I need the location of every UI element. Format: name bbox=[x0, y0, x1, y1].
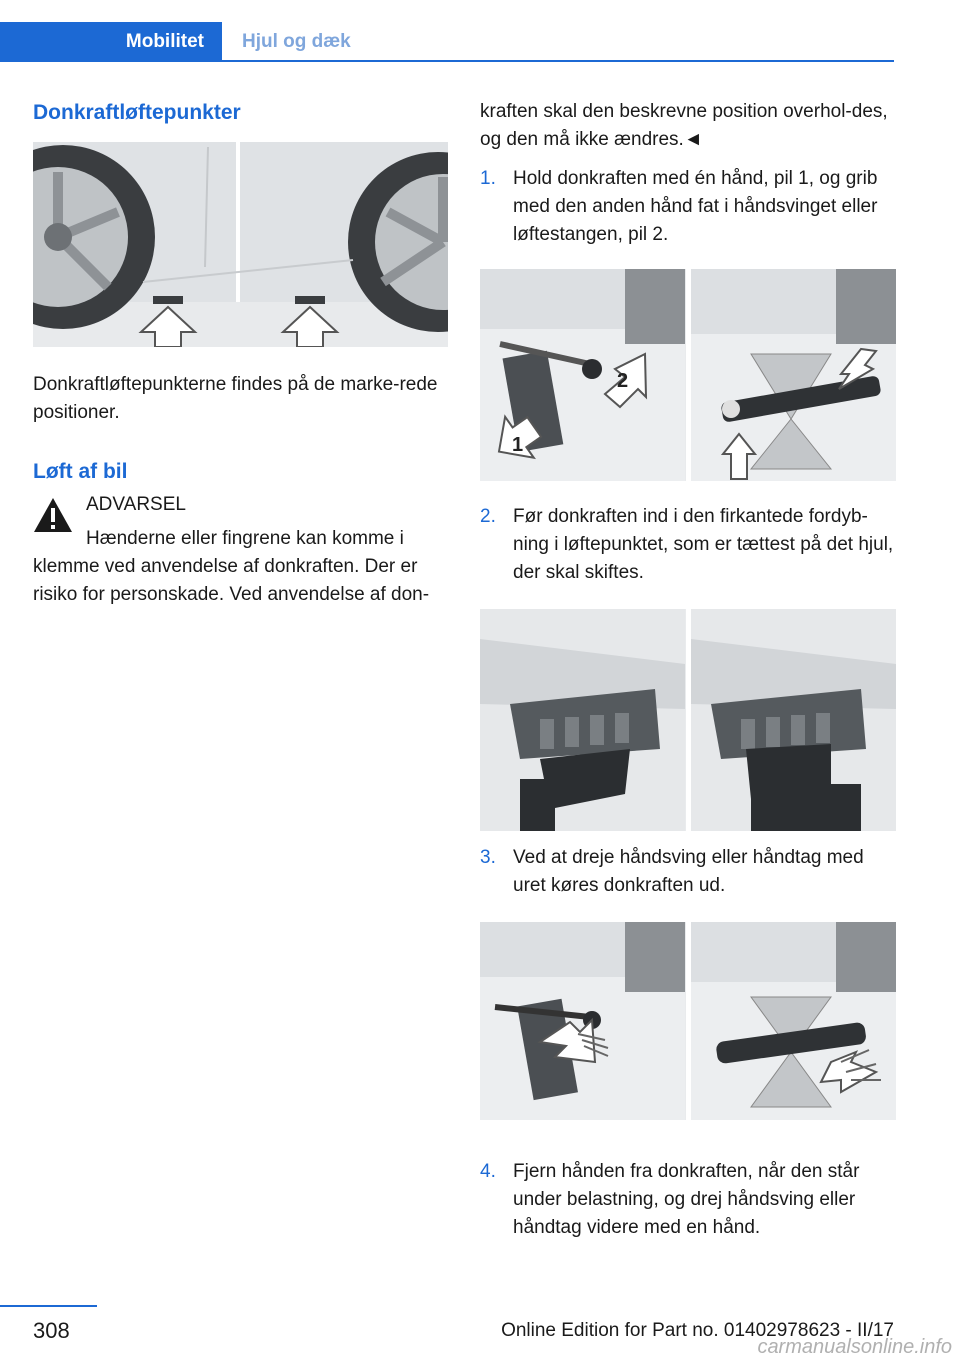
arrow-label-2: 2 bbox=[617, 370, 629, 392]
step-1-figures bbox=[480, 269, 896, 481]
header-rule bbox=[222, 60, 894, 62]
step-number: 1. bbox=[480, 168, 496, 189]
step-3 bbox=[480, 844, 896, 900]
step-2 bbox=[480, 503, 896, 587]
warning-triangle-icon bbox=[33, 497, 73, 533]
arrow-label-1: 1 bbox=[512, 434, 524, 456]
step-text: Før donkraften ind i den firkantede fordyb-ning i løftepunktet, som er tættest på det hjul, der skal skiftes. bbox=[513, 506, 894, 583]
left-column bbox=[33, 98, 448, 609]
step-text: Fjern hånden fra donkraften, når den står under belastning, og drej håndsving eller håndtag videre med en hånd. bbox=[513, 1161, 860, 1238]
step-number: 4. bbox=[480, 1161, 496, 1182]
crank-jack-figure bbox=[480, 922, 686, 1120]
step-number: 3. bbox=[480, 847, 496, 868]
step-text: Ved at dreje håndsving eller håndtag med uret køres donkraften ud. bbox=[513, 847, 864, 896]
right-column bbox=[480, 98, 896, 1242]
warning-block bbox=[33, 491, 448, 609]
header-tab-hjul bbox=[222, 22, 382, 62]
edition-text: Online Edition for Part no. 01402978623 - II/17 bbox=[501, 1320, 894, 1341]
insert-jack-figure bbox=[480, 609, 686, 831]
page-number: 308 bbox=[33, 1318, 70, 1343]
subsection-heading: Løft af bil bbox=[33, 460, 128, 483]
hold-jack-figure-alt bbox=[691, 269, 897, 481]
warning-continued: kraften skal den beskrevne position overhol-des, og den må ikke ændres.◄ bbox=[480, 101, 888, 150]
figure-caption: Donkraftløftepunkterne findes på de marke-rede positioner. bbox=[33, 374, 438, 423]
header-subsection: Hjul og dæk bbox=[242, 31, 351, 52]
warning-title: ADVARSEL bbox=[86, 494, 186, 515]
crank-jack-figure-alt bbox=[691, 922, 897, 1120]
header-tab-mobilitet bbox=[0, 22, 222, 62]
header-section: Mobilitet bbox=[125, 31, 204, 52]
warning-text: Hænderne eller fingrene kan komme i klemme ved anvendelse af donkraften. Der er risiko for personskade. Ved anvendelse af don- bbox=[33, 528, 430, 605]
footer-rule bbox=[0, 1305, 97, 1307]
jacking-points-figure bbox=[33, 142, 448, 347]
insert-jack-figure-alt bbox=[691, 609, 897, 831]
section-heading: Donkraftløftepunkter bbox=[33, 101, 241, 124]
step-text: Hold donkraften med én hånd, pil 1, og grib med den anden hånd fat i håndsvinget eller løftestangen, pil 2. bbox=[513, 168, 878, 245]
hold-jack-figure bbox=[480, 269, 686, 481]
step-1 bbox=[480, 165, 896, 249]
step-4 bbox=[480, 1158, 896, 1242]
step-3-figures bbox=[480, 922, 896, 1120]
watermark: carmanualsonline.info bbox=[757, 1336, 952, 1358]
step-number: 2. bbox=[480, 506, 496, 527]
step-2-figures bbox=[480, 609, 896, 831]
